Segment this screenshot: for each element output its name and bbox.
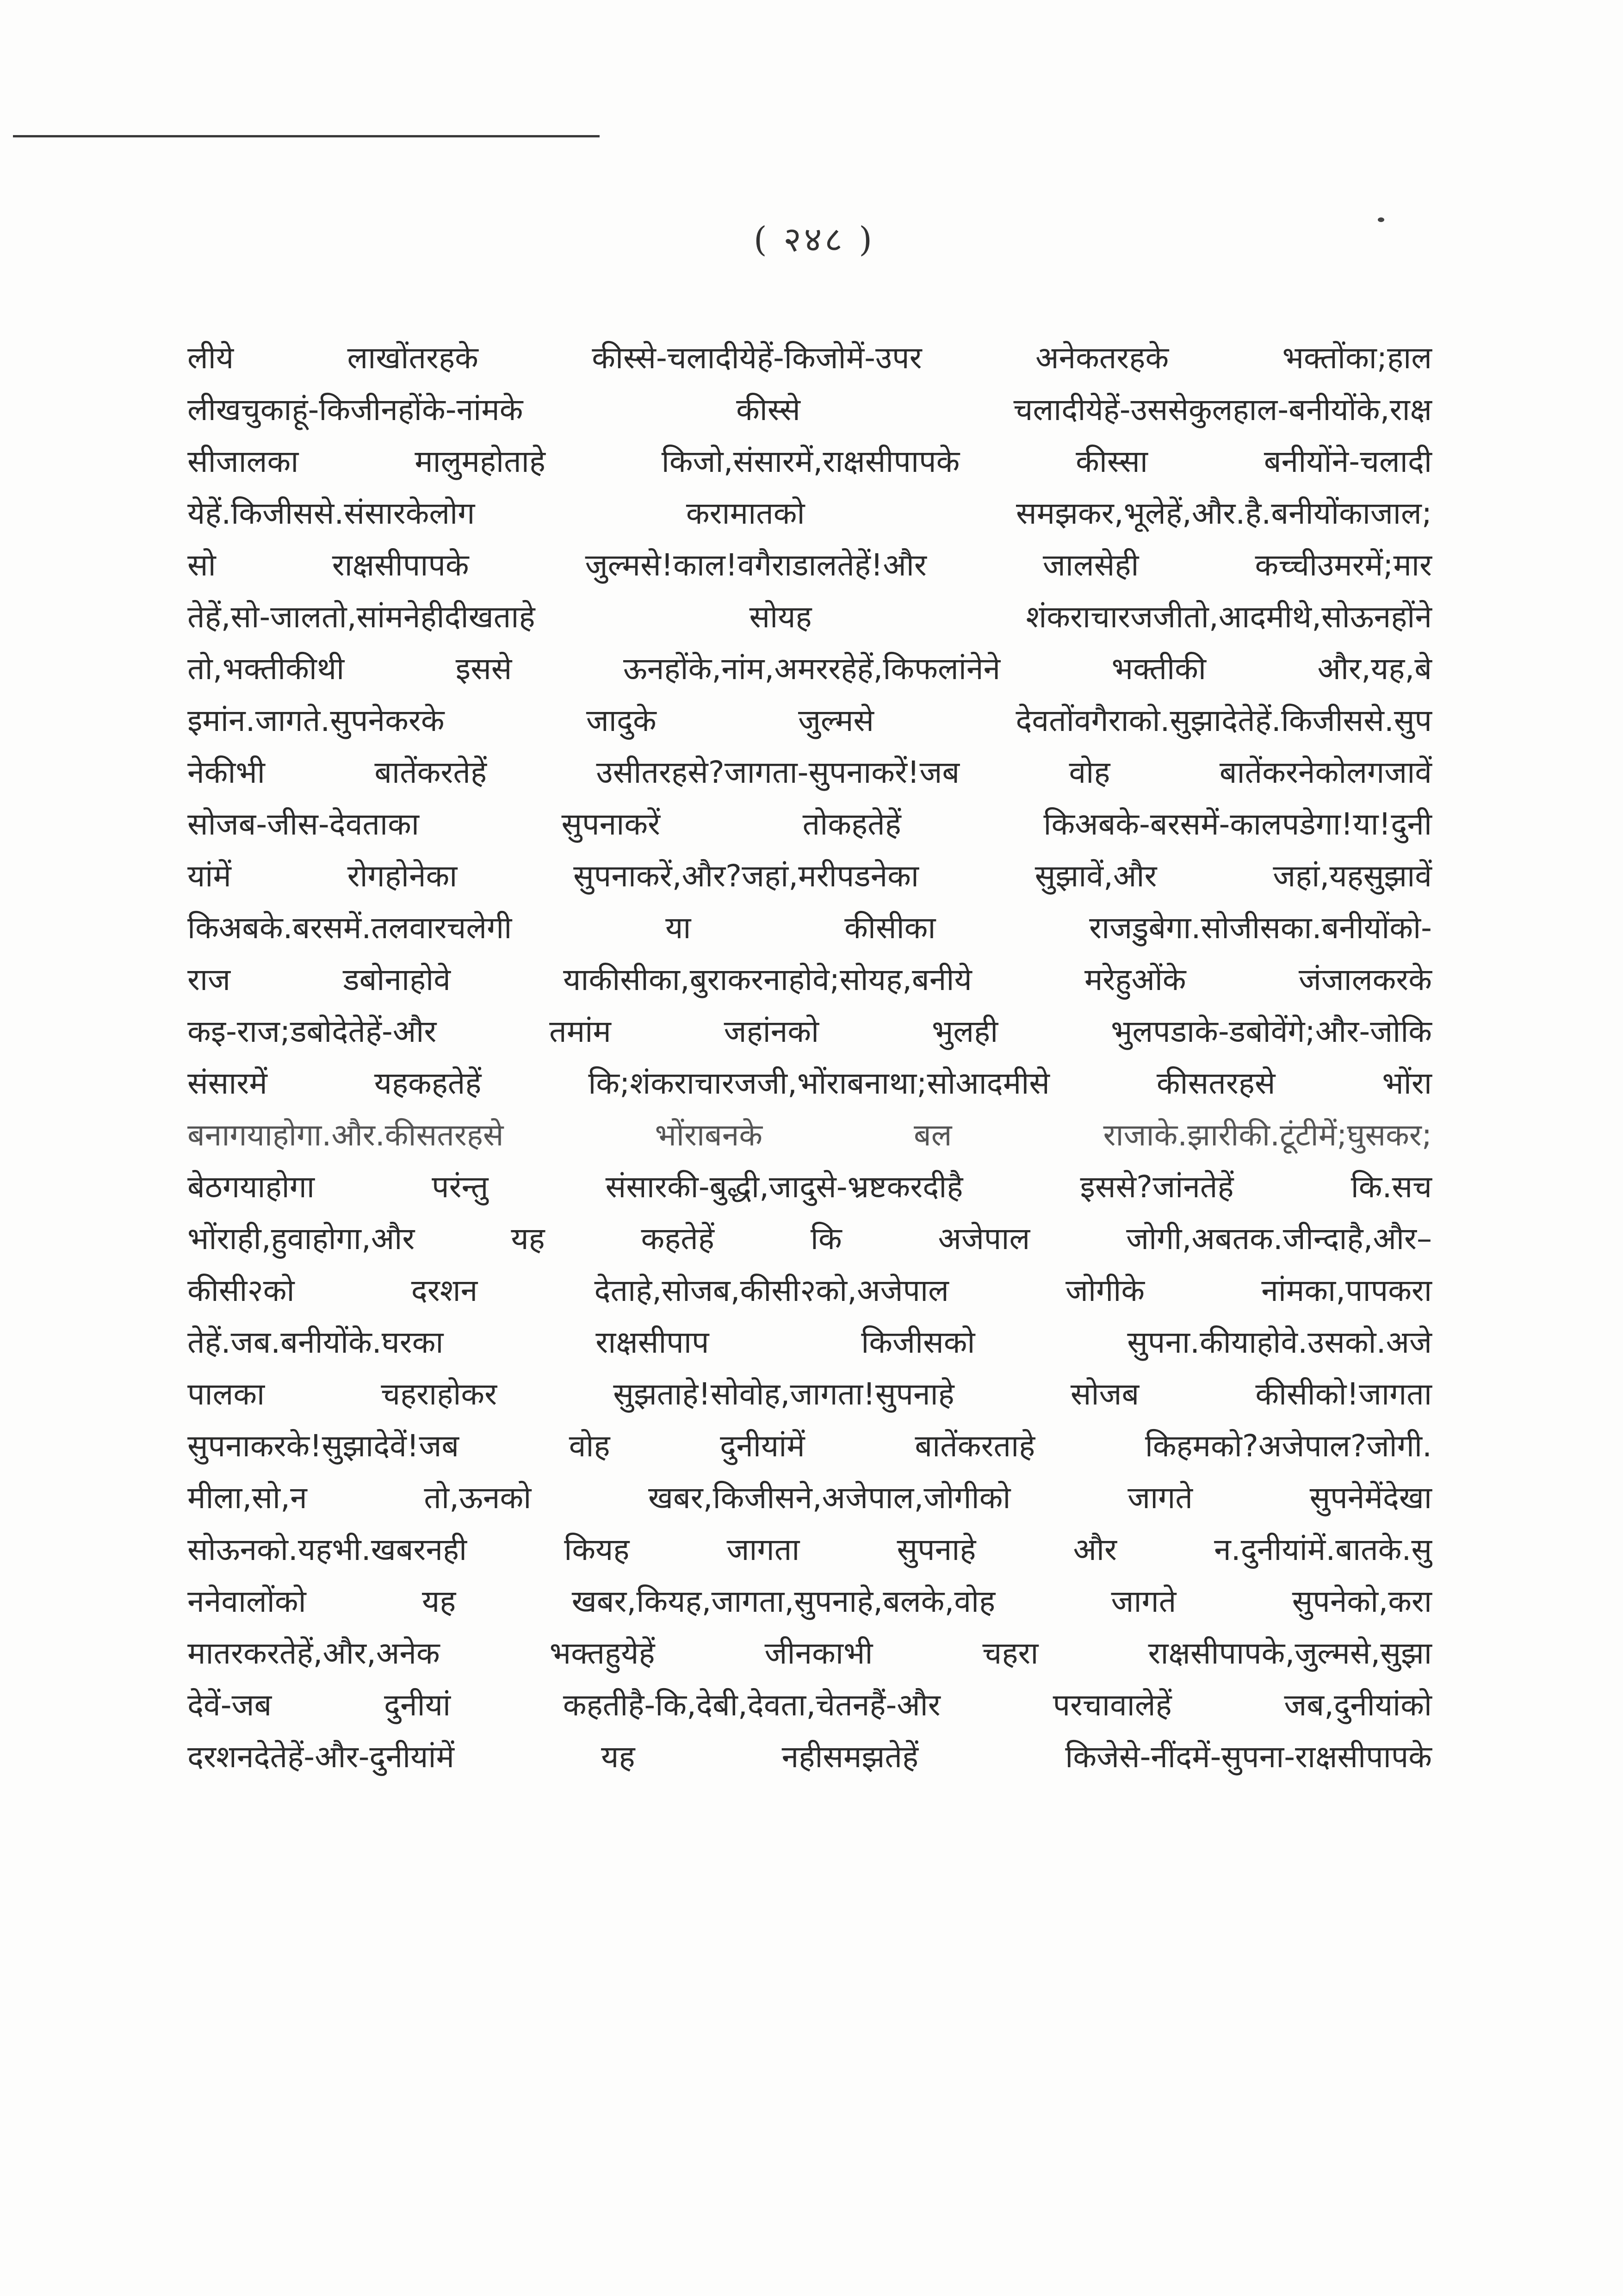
text-line: तेहें,सो-जालतो,सांमनेहीदीखताहे सोयह शंकराचारजजीतो,आदमीथे,सोऊनहोंने xyxy=(187,599,1432,635)
text-line: भोंराही,हुवाहोगा,और यह कहतेहें कि अजेपाल जोगी,अबतक.जीन्दाहै,और– xyxy=(187,1221,1432,1256)
text-line: मीला,सो,न तो,ऊनको खबर,किजीसने,अजेपाल,जोगीको जागते सुपनेमेंदेखा xyxy=(187,1480,1432,1516)
text-line: देवें-जब दुनीयां कहतीहै-कि,देबी,देवता,चेतनहैं-और परचावालेहें जब,दुनीयांको xyxy=(187,1687,1432,1723)
text-line: इमांन.जागते.सुपनेकरके जादुके जुल्मसे देवतोंवगैराको.सुझादेतेहें.किजीससे.सुप xyxy=(187,703,1432,738)
ink-speck xyxy=(1378,217,1384,222)
page-number: ( २४८ ) xyxy=(753,220,875,260)
text-line: नेकीभी बातेंकरतेहें उसीतरहसे?जागता-सुपनाकरें!जब वोह बातेंकरनेकोलगजावें xyxy=(187,755,1432,790)
text-line: सुपनाकरके!सुझादेवें!जब वोह दुनीयांमें बातेंकरताहे किहमको?अजेपाल?जोगी. xyxy=(187,1428,1432,1464)
text-line: सोऊनको.यहभी.खबरनही कियह जागता सुपनाहे और न.दुनीयांमें.बातके.सु xyxy=(187,1532,1432,1567)
body-text xyxy=(187,332,1432,1783)
text-line: येहें.किजीससे.संसारकेलोग करामातको समझकर,भूलेहें,और.है.बनीयोंकाजाल; xyxy=(187,495,1432,531)
text-line: सो राक्षसीपापके जुल्मसे!काल!वगैराडालतेहें!और जालसेही कच्चीउमरमें;मार xyxy=(187,547,1432,583)
text-line: किअबके.बरसमें.तलवारचलेगी या कीसीका राजडुबेगा.सोजीसका.बनीयोंको- xyxy=(187,910,1432,946)
text-line: राज डबोनाहोवे याकीसीका,बुराकरनाहोवे;सोयह,बनीये मरेहुओंके जंजालकरके xyxy=(187,962,1432,997)
text-line: सीजालका मालुमहोताहे किजो,संसारमें,राक्षसीपापके कीस्सा बनीयोंने-चलादी xyxy=(187,444,1432,479)
text-line: बनागयाहोगा.और.कीसतरहसे भोंराबनके बल राजाके.झारीकी.टूंटीमें;घुसकर; xyxy=(187,1117,1432,1153)
text-line: सोजब-जीस-देवताका सुपनाकरें तोकहतेहें किअबके-बरसमें-कालपडेगा!या!दुनी xyxy=(187,806,1432,842)
text-line: ननेवालोंको यह खबर,कियह,जागता,सुपनाहे,बलके,वोह जागते सुपनेको,करा xyxy=(187,1584,1432,1619)
text-line: लीये लाखोंतरहके कीस्से-चलादीयेहें-किजोमें-उपर अनेकतरहके भक्तोंका;हाल xyxy=(187,340,1432,376)
header-rule xyxy=(13,135,600,137)
text-line: तो,भक्तीकीथी इससे ऊनहोंके,नांम,अमररहेहें,किफलांनेने भक्तीकी और,यह,बे xyxy=(187,651,1432,687)
text-line: बेठगयाहोगा परंन्तु संसारकी-बुद्धी,जादुसे-भ्रष्टकरदीहै इससे?जांनतेहें कि.सच xyxy=(187,1169,1432,1205)
text-line: दरशनदेतेहें-और-दुनीयांमें यह नहीसमझतेहें किजेसे-नींदमें-सुपना-राक्षसीपापके xyxy=(187,1739,1432,1775)
text-line: मातरकरतेहें,और,अनेक भक्तहुयेहें जीनकाभी चहरा राक्षसीपापके,जुल्मसे,सुझा xyxy=(187,1635,1432,1671)
text-line: कीसी२को दरशन देताहे,सोजब,कीसी२को,अजेपाल जोगीके नांमका,पापकरा xyxy=(187,1273,1432,1308)
text-line: पालका चहराहोकर सुझताहे!सोवोह,जागता!सुपनाहे सोजब कीसीको!जागता xyxy=(187,1376,1432,1412)
text-line: तेहें.जब.बनीयोंके.घरका राक्षसीपाप किजीसको सुपना.कीयाहोवे.उसको.अजे xyxy=(187,1324,1432,1360)
text-line: कइ-राज;डबोदेतेहें-और तमांम जहांनको भुलही भुलपडाके-डबोवेंगे;और-जोकि xyxy=(187,1014,1432,1049)
text-line: संसारमें यहकहतेहें कि;शंकराचारजजी,भोंराबनाथा;सोआदमीसे कीसतरहसे भोंरा xyxy=(187,1065,1432,1101)
text-line: लीखचुकाहूं-किजीनहोंके-नांमके कीस्से चलादीयेहें-उससेकुलहाल-बनीयोंके,राक्ष xyxy=(187,392,1432,427)
text-line: यांमें रोगहोनेका सुपनाकरें,और?जहां,मरीपडनेका सुझावें,और जहां,यहसुझावें xyxy=(187,858,1432,894)
